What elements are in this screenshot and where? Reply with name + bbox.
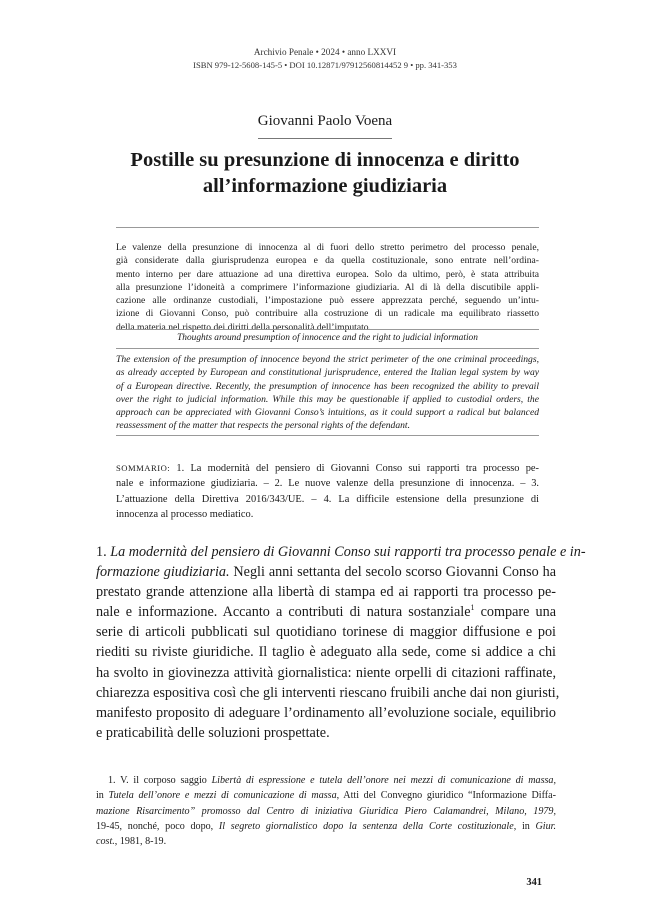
body-line: prestato grande attenzione alla libertà di stampa ed ai rapporti tra processo pe- — [96, 584, 556, 601]
abstract-en-line: of a European directive. Recently, the presumption of innocence has been recognized the ability to prevail — [116, 380, 539, 392]
abstract-line: mento interno per dare attuazione ad una direttiva europea. Solo da ultimo, però, è stata attribuita — [116, 268, 539, 280]
footnote-line: 1. V. il corposo saggio Libertà di espressione e tutela dell’onore nei mezzi di comunicazione di massa, — [108, 775, 557, 786]
abstract-en-line: over the right to judicial information. While this may be questionable if applied to custodial orders, the — [116, 393, 539, 405]
sommario-line: SOMMARIO: 1. La modernità del pensiero di Giovanni Conso sui rapporti tra processo pe- — [116, 463, 539, 474]
abstract-en-line: as already accepted by European and constitutional jurisprudence, entered the Italian legal system by way — [116, 367, 539, 379]
page-number: 341 — [526, 877, 542, 888]
abstract-line: già considerate dalla giurisprudenza europea e da quella costituzionale, sono entrate nell’ordina- — [116, 255, 539, 267]
abstract-italian — [116, 241, 539, 334]
body-line: ha svolto in giovinezza attività giornalistica: niente orpelli di citazioni raffinate, — [96, 664, 556, 681]
journal-header: Archivio Penale • 2024 • anno LXXVI — [253, 47, 397, 57]
sommario-line: innocenza al processo mediatico. — [116, 509, 254, 521]
abstract-line: Le valenze della presunzione di innocenza al di fuori dello stretto perimetro del processo penale, — [116, 242, 539, 253]
abstract-en-line: reassessment of the matter that respects the personal rights of the defendant. — [116, 420, 410, 432]
isbn-doi-line: ISBN 979-12-5608-145-5 • DOI 10.12871/97912560814452 9 • pp. 341-353 — [193, 60, 457, 70]
body-line: riediti su riviste giuridiche. Il taglio è adeguato alla sede, come si addice a chi — [96, 644, 556, 661]
body-line — [96, 542, 586, 562]
article-title — [90, 147, 560, 199]
table-of-contents — [116, 461, 539, 523]
abstract-en-line: approach can be appreciated with Giovanni Conso’s intuitions, as it could support a radical but balanced — [116, 407, 539, 419]
abstract-line: alla presunzione l’idoneità a comprimere l’informazione giudiziaria. Al di là della discutibile appli- — [116, 281, 539, 293]
body-line: formazione giudiziaria. Negli anni settanta del secolo scorso Giovanni Conso ha — [96, 564, 556, 581]
body-line: nale e informazione. Accanto a contributi di natura sostanziale$^1$ compare una — [96, 603, 557, 621]
body-text — [96, 542, 586, 743]
body-line: manifesto proposito di adeguare l’ordinamento all’evoluzione sociale, equilibrio — [96, 704, 556, 721]
section-number: 1. — [96, 544, 111, 560]
title-line-2: all’informazione giudiziaria — [202, 175, 448, 197]
abstract-english — [116, 353, 539, 433]
english-title: Thoughts around presumption of innocence and the right to judicial information — [177, 333, 478, 343]
author-divider — [258, 138, 392, 139]
footnote-line: mazione Risarcimento” promosso dal Centro di iniziativa Giuridica Piero Calamandrei, Milano, 1979, — [96, 805, 556, 817]
abstract-en-line: The extension of the presumption of innocence beyond the strict perimeter of the one criminal proceedings, — [116, 354, 539, 365]
abstract-line: cazione alle ordinanze custodiali, l’impostazione può essere apprezzata perché, seguendo un’intu- — [116, 295, 539, 307]
divider-top — [116, 227, 539, 228]
footnote-1 — [96, 773, 556, 849]
footnote-line: cost., 1981, 8-19. — [96, 836, 167, 848]
section-heading: La modernità del pensiero di Giovanni Conso sui rapporti tra processo penale e in- — [110, 544, 586, 560]
section-heading: formazione giudiziaria. — [96, 564, 230, 581]
divider-english-title — [116, 348, 539, 349]
footnote-ref[interactable]: 1 — [470, 603, 475, 613]
author-name: Giovanni Paolo Voena — [257, 113, 393, 129]
abstract-line: izione di Giovanni Conso, può contribuire alla costruzione di un radicale ma equilibrato riassetto — [116, 308, 539, 320]
footnote-line: 19-45, nonché, poco dopo, Il segreto giornalistico dopo la sentenza della Corte costituzionale, in Giur. — [96, 820, 556, 832]
body-line: chiarezza espositiva così che gli interventi riescano fruibili anche dai non giuristi, — [96, 684, 560, 701]
sommario-label: SOMMARIO: — [116, 463, 171, 473]
abstract-line: della materia nel rispetto dei diritti della personalità dell’imputato. — [116, 321, 371, 333]
body-line: serie di articoli pubblicati sul quotidiano torinese di maggior diffusione e poi — [96, 624, 556, 641]
title-line-1: Postille su presunzione di innocenza e diritto — [130, 149, 520, 171]
divider-bottom — [116, 435, 539, 436]
sommario-line: nale e informazione giudiziaria. – 2. Le nuove valenze della presunzione di innocenza. – 3. — [116, 478, 539, 490]
footnote-line: in Tutela dell’onore e mezzi di comunicazione di massa, Atti del Convegno giuridico “Informazione Diffa- — [96, 790, 556, 802]
sommario-line: L’attuazione della Direttiva 2016/343/UE. – 4. La difficile estensione della presunzione di — [116, 493, 539, 505]
body-line: e praticabilità delle soluzioni prospettate. — [96, 724, 330, 741]
divider-abstract — [116, 329, 539, 330]
